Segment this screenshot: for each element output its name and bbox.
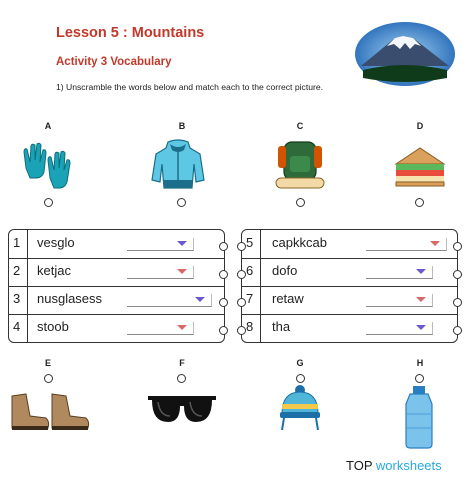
word-number-7: 7 — [246, 291, 254, 306]
match-dot-7-left[interactable] — [237, 298, 246, 307]
dropdown-arrow-icon — [177, 269, 187, 274]
match-dot-7[interactable] — [453, 298, 462, 307]
brand-logo — [346, 458, 442, 473]
picture-radio-f[interactable] — [177, 374, 186, 383]
match-dot-5-left[interactable] — [237, 242, 246, 251]
match-dot-4[interactable] — [219, 326, 228, 335]
scrambled-word-7: retaw — [272, 291, 304, 306]
match-dot-1[interactable] — [219, 242, 228, 251]
word-box-right — [241, 229, 458, 343]
answer-dropdown-4[interactable] — [127, 322, 194, 335]
picture-radio-g[interactable] — [296, 374, 305, 383]
match-dot-6-left[interactable] — [237, 270, 246, 279]
scrambled-word-6: dofo — [272, 263, 298, 278]
mountain-photo — [355, 22, 455, 86]
picture-letter-c: C — [296, 121, 304, 131]
word-number-2: 2 — [13, 263, 21, 278]
page-title: Lesson 5 : Mountains — [56, 25, 205, 41]
scrambled-word-5: capkkcab — [272, 235, 327, 250]
picture-radio-h[interactable] — [415, 374, 424, 383]
answer-dropdown-8[interactable] — [366, 322, 433, 335]
instruction-text: 1) Unscramble the words below and match each to the correct picture. — [56, 82, 324, 92]
match-dot-8[interactable] — [453, 326, 462, 335]
dropdown-arrow-icon — [416, 297, 426, 302]
picture-letter-b: B — [178, 121, 186, 131]
boots-icon — [8, 388, 92, 432]
word-number-8: 8 — [246, 319, 254, 334]
sunglasses-icon — [146, 390, 218, 428]
word-number-3: 3 — [13, 291, 21, 306]
dropdown-arrow-icon — [416, 325, 426, 330]
match-dot-2[interactable] — [219, 270, 228, 279]
dropdown-arrow-icon — [416, 269, 426, 274]
brand-worksheets: worksheets — [375, 458, 442, 473]
word-number-4: 4 — [13, 319, 21, 334]
answer-dropdown-1[interactable] — [127, 238, 194, 251]
match-dot-6[interactable] — [453, 270, 462, 279]
scrambled-word-3: nusglasess — [37, 291, 103, 306]
word-number-1: 1 — [13, 235, 21, 250]
scrambled-word-8: tha — [272, 319, 291, 334]
match-dot-3[interactable] — [219, 298, 228, 307]
winter-hat-icon — [274, 384, 326, 432]
match-dot-8-left[interactable] — [237, 326, 246, 335]
picture-letter-f: F — [179, 358, 185, 368]
sandwich-icon — [392, 140, 448, 196]
brand-top: TOP — [346, 458, 373, 473]
jacket-icon — [150, 136, 206, 192]
backpack-icon — [272, 136, 328, 192]
picture-letter-a: A — [44, 121, 52, 131]
activity-subtitle: Activity 3 Vocabulary — [56, 56, 172, 68]
word-box-left — [8, 229, 225, 343]
dropdown-arrow-icon — [195, 297, 205, 302]
word-number-6: 6 — [246, 263, 254, 278]
answer-dropdown-7[interactable] — [366, 294, 433, 307]
picture-radio-b[interactable] — [177, 198, 186, 207]
picture-radio-c[interactable] — [296, 198, 305, 207]
picture-letter-h: H — [416, 358, 424, 368]
dropdown-arrow-icon — [177, 325, 187, 330]
dropdown-arrow-icon — [430, 241, 440, 246]
picture-radio-d[interactable] — [415, 198, 424, 207]
picture-radio-e[interactable] — [44, 374, 53, 383]
word-number-5: 5 — [246, 235, 254, 250]
answer-dropdown-6[interactable] — [366, 266, 433, 279]
picture-letter-g: G — [296, 358, 304, 368]
picture-letter-e: E — [44, 358, 51, 368]
water-bottle-icon — [398, 384, 440, 450]
gloves-icon — [20, 138, 76, 194]
scrambled-word-1: vesglo — [37, 235, 75, 250]
answer-dropdown-3[interactable] — [127, 294, 212, 307]
answer-dropdown-5[interactable] — [366, 238, 447, 251]
scrambled-word-2: ketjac — [37, 263, 71, 278]
dropdown-arrow-icon — [177, 241, 187, 246]
picture-radio-a[interactable] — [44, 198, 53, 207]
picture-letter-d: D — [416, 121, 424, 131]
match-dot-5[interactable] — [453, 242, 462, 251]
scrambled-word-4: stoob — [37, 319, 69, 334]
answer-dropdown-2[interactable] — [127, 266, 194, 279]
